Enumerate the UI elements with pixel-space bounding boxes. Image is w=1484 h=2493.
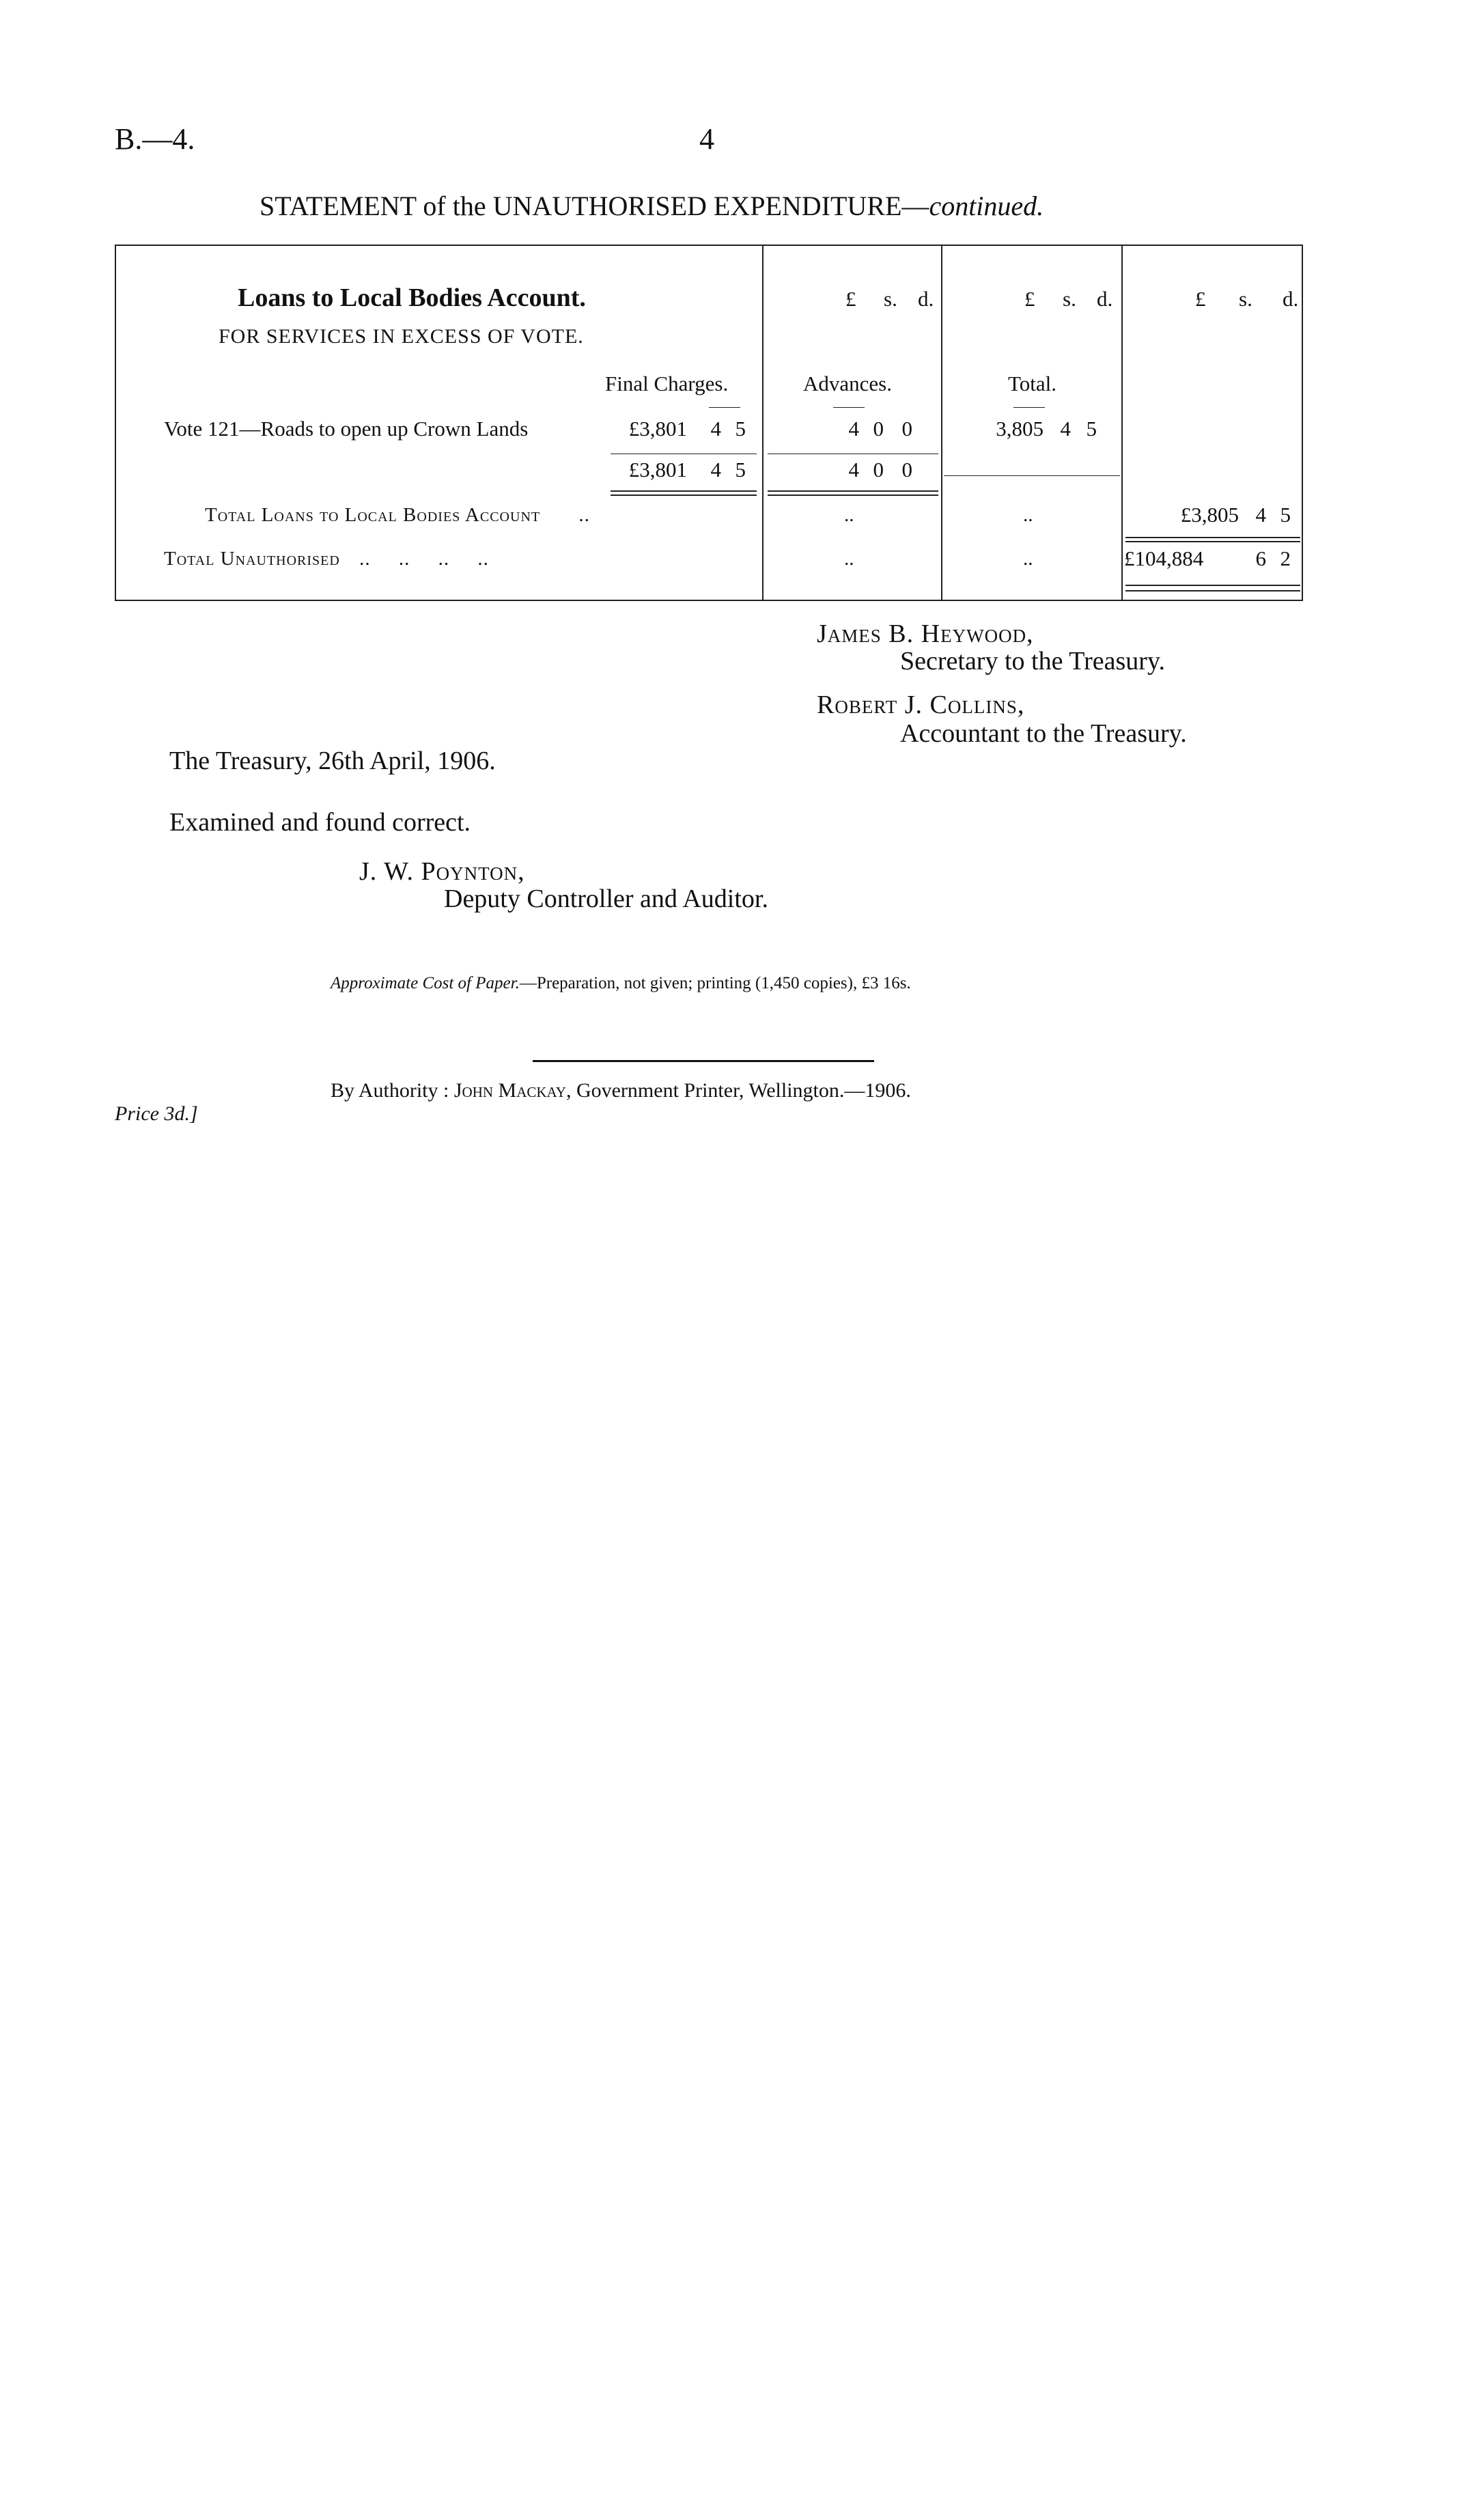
imprint-printer-name: John Mackay, [453,1079,572,1102]
cost-note-label: Approximate Cost of Paper. [331,974,520,992]
vote-121-advances: 4 0 0 [848,417,912,441]
imprint [331,1079,911,1102]
accountant-title: Accountant to the Treasury. [900,719,1187,748]
section-subheading: FOR SERVICES IN EXCESS OF VOTE. [219,325,584,348]
final-charges-label: Final Charges. [605,372,729,395]
total-loans-label: Total Loans to Local Bodies Account .. [205,504,590,526]
advances-label: Advances. [803,372,892,395]
total-unauthorised-col2: .. [844,548,854,570]
imprint-rest: Government Printer, Wellington.—1906. [571,1079,911,1102]
currency-header-col4: £ s. d. [1195,287,1299,311]
total-loans-amount: £3,805 4 5 [1180,503,1291,527]
document-reference: B.—4. [115,122,195,156]
expenditure-table [115,245,1303,601]
currency-header-col3: £ s. d. [1024,287,1113,311]
total-label: Total. [1008,372,1057,395]
price: Price 3d.] [115,1102,198,1125]
table-right-border [1302,245,1303,601]
page-number: 4 [699,122,714,156]
imprint-rule [533,1060,874,1062]
vote-121-total: 3,805 4 5 [996,417,1097,441]
final-charges-label-rule [709,407,740,408]
accountant-name: Robert J. Collins, [817,691,1025,719]
advances-double-rule-a [768,490,938,492]
table-bottom-rule [115,600,1303,601]
column-divider-2 [941,245,942,601]
total-unauthorised-amount: £104,884 6 2 [1124,546,1291,570]
examined-statement: Examined and found correct. [169,808,471,837]
subtotal-advances: 4 0 0 [848,458,912,482]
total-label-rule [1013,407,1045,408]
total-column-rule [944,475,1120,476]
total-unauthorised-col3: .. [1023,548,1033,570]
table-top-rule [115,245,1303,246]
cost-note [331,974,911,993]
total-unauthorised-label: Total Unauthorised .. .. .. .. [164,548,489,570]
vote-121-final-charges: £3,801 4 5 [628,417,746,441]
cost-note-text: —Preparation, not given; printing (1,450 copies), £3 16s. [519,974,911,992]
subtotal-final-charges: £3,801 4 5 [628,458,746,482]
vote-121-label: Vote 121—Roads to open up Crown Lands [164,417,529,441]
currency-header-col2: £ s. d. [845,287,934,311]
secretary-title: Secretary to the Treasury. [900,647,1165,676]
total-loans-col2: .. [844,504,854,526]
statement-title-suffix: continued. [929,191,1044,221]
statement-title [260,190,1044,222]
table-left-border [115,245,116,601]
advances-double-rule-b [768,495,938,496]
final-charges-double-rule-b [611,495,757,496]
section-heading: Loans to Local Bodies Account. [238,283,586,312]
total-loans-double-rule-a [1125,537,1300,538]
imprint-prefix: By Authority : [331,1079,454,1102]
advances-label-rule [833,407,865,408]
statement-title-main: STATEMENT of the UNAUTHORISED EXPENDITURE— [260,191,929,221]
total-loans-leader: .. [578,504,590,526]
total-loans-col3: .. [1023,504,1033,526]
auditor-title: Deputy Controller and Auditor. [444,885,768,913]
column-divider-1 [762,245,764,601]
secretary-name: James B. Heywood, [817,619,1034,648]
column-divider-3 [1121,245,1123,601]
dateline: The Treasury, 26th April, 1906. [169,747,496,775]
total-unauthorised-leader: .. .. .. .. [359,548,489,570]
total-unauthorised-double-rule-a [1125,585,1300,586]
total-loans-double-rule-b [1125,541,1300,542]
total-unauthorised-double-rule-b [1125,590,1300,591]
final-charges-double-rule-a [611,490,757,492]
auditor-name: J. W. Poynton, [359,857,525,886]
